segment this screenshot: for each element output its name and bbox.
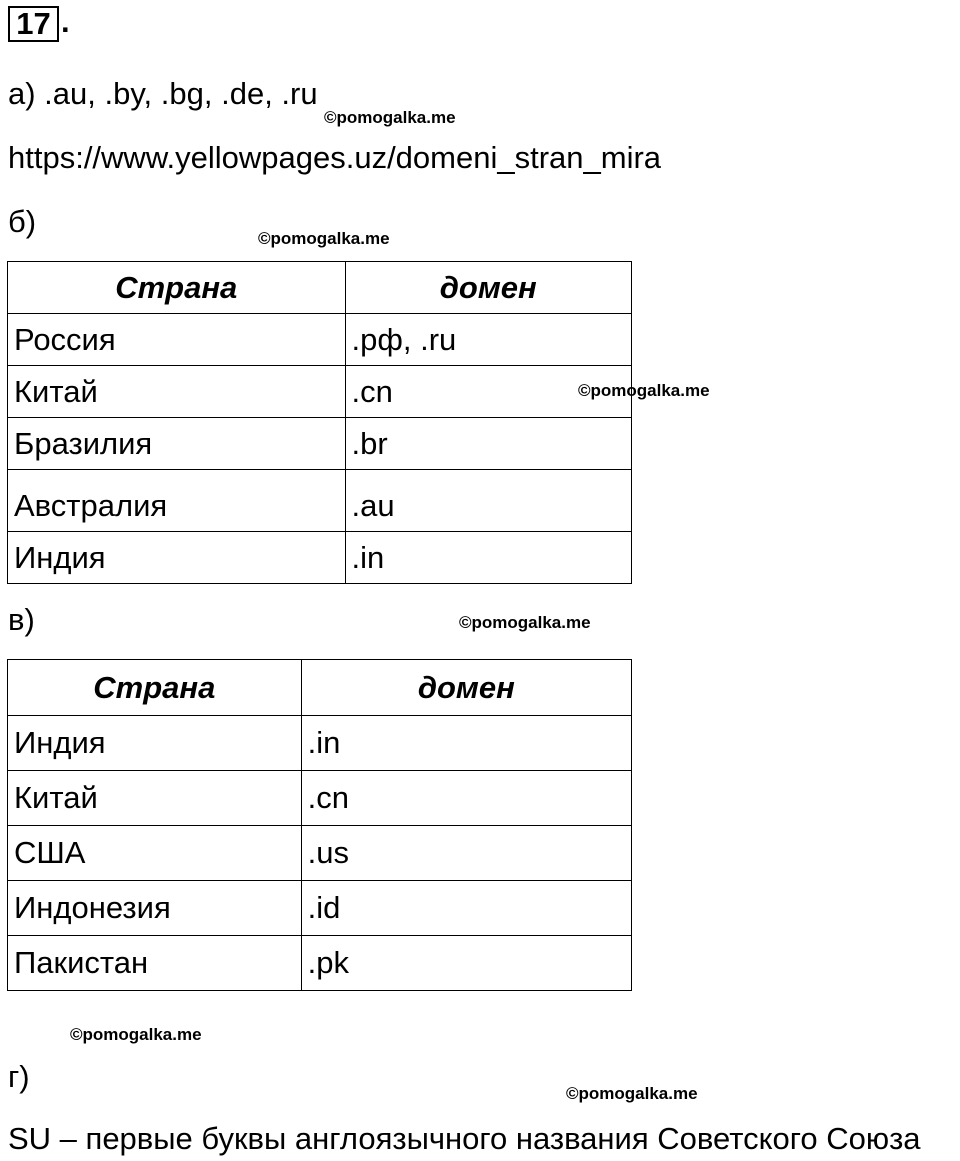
domain-cell: .in — [345, 532, 632, 584]
country-cell: Индонезия — [8, 881, 302, 936]
table-row — [8, 716, 632, 771]
task-number: 17 — [8, 6, 59, 42]
domain-cell: .us — [301, 826, 631, 881]
watermark-5: ©pomogalka.me — [70, 1025, 202, 1044]
part-b-label: б) — [8, 204, 37, 239]
column-header-country: Страна — [8, 262, 346, 314]
watermark-6: ©pomogalka.me — [566, 1084, 698, 1103]
domain-cell: .br — [345, 418, 632, 470]
country-cell: Бразилия — [8, 418, 346, 470]
domain-cell: .au — [345, 470, 632, 532]
table-row — [8, 881, 632, 936]
domain-cell: .in — [301, 716, 631, 771]
part-a-answer: а) .au, .by, .bg, .de, .ru — [8, 76, 318, 111]
domain-cell: .cn — [301, 771, 631, 826]
watermark-2: ©pomogalka.me — [258, 229, 390, 248]
table-row — [8, 936, 632, 991]
domain-cell: .cn — [345, 366, 632, 418]
table-header-row — [8, 262, 632, 314]
part-g-label: г) — [8, 1059, 30, 1094]
task-number-dot: . — [61, 4, 70, 39]
country-cell: Китай — [8, 771, 302, 826]
table-row — [8, 470, 632, 532]
domain-table-b — [7, 261, 632, 584]
country-cell: Россия — [8, 314, 346, 366]
country-cell: США — [8, 826, 302, 881]
domain-table-v — [7, 659, 632, 991]
column-header-country: Страна — [8, 660, 302, 716]
table-row — [8, 366, 632, 418]
column-header-domain: домен — [301, 660, 631, 716]
domain-cell: .рф, .ru — [345, 314, 632, 366]
table-header-row — [8, 660, 632, 716]
watermark-4: ©pomogalka.me — [459, 613, 591, 632]
part-g-answer: SU – первые буквы англоязычного названия Советского Союза — [8, 1121, 921, 1156]
part-v-label: в) — [8, 602, 35, 637]
country-cell: Индия — [8, 532, 346, 584]
country-cell: Китай — [8, 366, 346, 418]
country-cell: Индия — [8, 716, 302, 771]
domain-cell: .id — [301, 881, 631, 936]
country-cell: Австралия — [8, 470, 346, 532]
source-url: https://www.yellowpages.uz/domeni_stran_mira — [8, 140, 662, 175]
table-row — [8, 771, 632, 826]
watermark-1: ©pomogalka.me — [324, 108, 456, 127]
column-header-domain: домен — [345, 262, 632, 314]
table-row — [8, 418, 632, 470]
domain-cell: .pk — [301, 936, 631, 991]
watermark-3: ©pomogalka.me — [578, 381, 710, 400]
table-row — [8, 532, 632, 584]
country-cell: Пакистан — [8, 936, 302, 991]
table-row — [8, 314, 632, 366]
table-row — [8, 826, 632, 881]
